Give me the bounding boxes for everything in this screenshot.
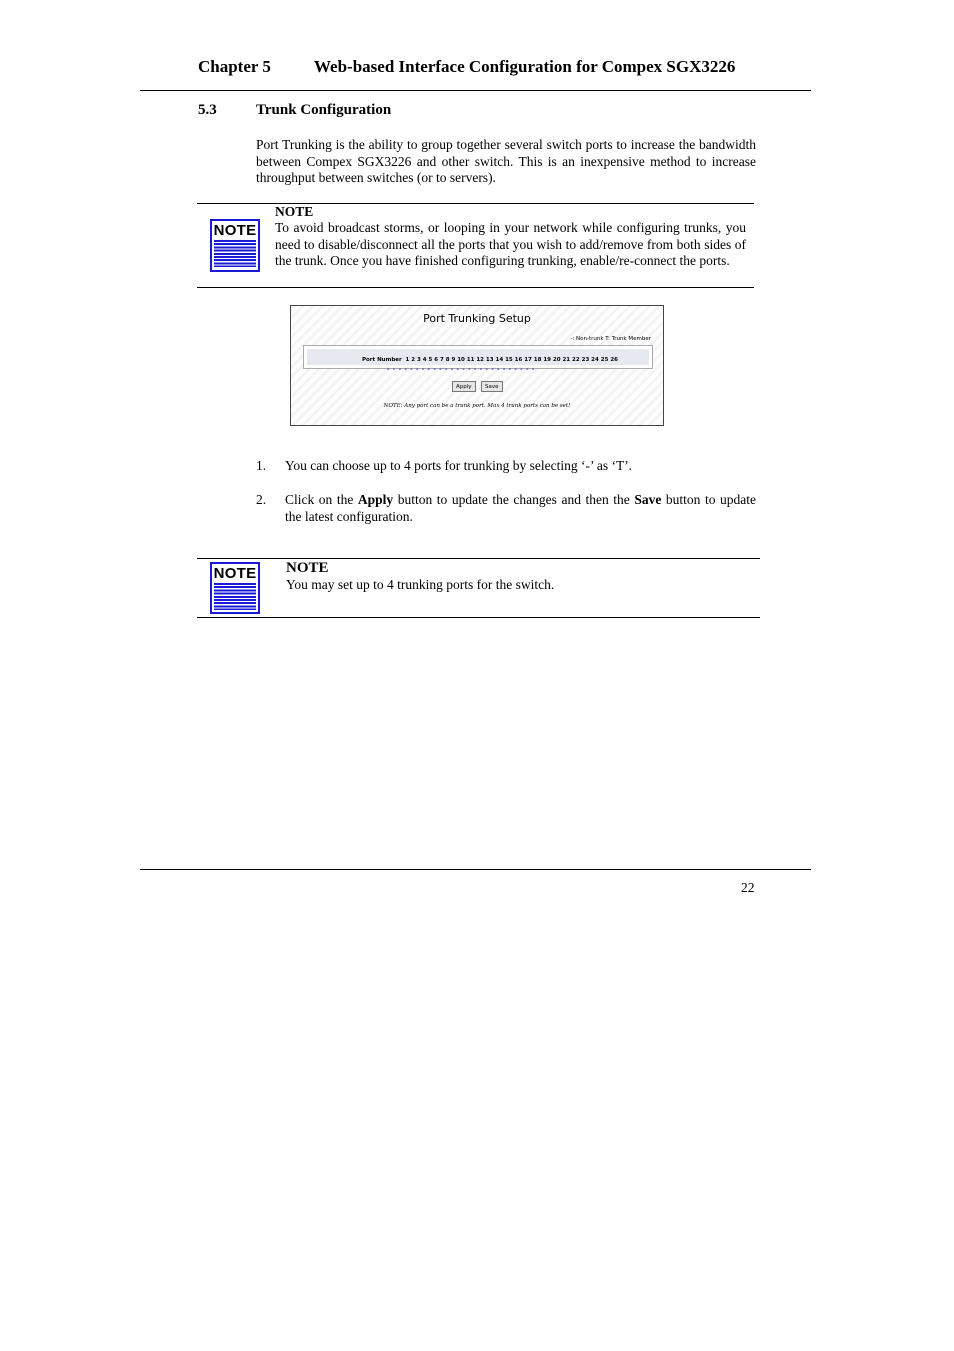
step1-text: You can choose up to 4 ports for trunking by selecting ‘-’ as ‘T’. [285, 458, 633, 473]
note-icon-label: NOTE [213, 565, 257, 582]
step2-text [285, 492, 756, 525]
port-trunking-screenshot [290, 305, 664, 426]
section-number: 5.3 [198, 102, 217, 118]
intro-paragraph: Port Trunking is the ability to group together several switch ports to increase the bandwidth between Compex SGX3226 and other switch. This is an inexpensive method to increase throughput between switches (or to servers). [256, 137, 756, 186]
apply-button[interactable]: Apply [452, 381, 476, 392]
trunk-legend: -: Non-trunk T: Trunk Member [570, 336, 651, 342]
step2-mid: button to update the changes and then the [393, 492, 635, 507]
port-number-label: Port Number [362, 357, 402, 363]
screenshot-note: NOTE: Any port can be a trunk port. Max 4 trunk ports can be set! [383, 403, 571, 409]
trunk-selectors[interactable]: -------------------------- [387, 366, 538, 373]
chapter-title: Web-based Interface Configuration for Compex SGX3226 [314, 57, 736, 76]
page-number: 22 [741, 880, 755, 895]
port-number-row [362, 357, 618, 363]
step2-number: 2. [256, 492, 267, 507]
note2-bottom-rule [197, 617, 760, 618]
step1-number: 1. [256, 458, 267, 473]
note1-bottom-rule [197, 287, 754, 288]
note-icon [210, 562, 260, 614]
save-button[interactable]: Save [481, 381, 503, 392]
step2-post: button to update the latest configuration. [285, 492, 756, 524]
section-title: Trunk Configuration [256, 102, 392, 118]
header-rule [140, 90, 811, 91]
step2-save: Save [634, 492, 662, 507]
note-icon-lines [214, 240, 256, 267]
note-icon-lines [214, 583, 256, 610]
note1-title: NOTE [275, 204, 314, 219]
step2-apply: Apply [357, 492, 394, 507]
note1-text: To avoid broadcast storms, or looping in your network while configuring trunks, you need to disable/disconnect all the ports that you wish to add/remove from both sides of the trunk. Once you have finished configuring trunking, enable/re-connect the ports. [275, 220, 746, 269]
port-panel [303, 345, 653, 373]
note2-top-rule [197, 558, 760, 559]
note2-title: NOTE [286, 560, 329, 576]
step2-pre: Click on the [285, 492, 358, 507]
footer-rule [140, 869, 811, 870]
screenshot-title: Port Trunking Setup [423, 312, 531, 325]
note-icon [210, 219, 260, 272]
chapter-label: Chapter 5 [198, 57, 271, 76]
port-panel-inner [307, 349, 649, 373]
note2-text: You may set up to 4 trunking ports for the switch. [286, 577, 555, 592]
note-icon-label: NOTE [213, 222, 257, 239]
port-number-list: 1 2 3 4 5 6 7 8 9 10 11 12 13 14 15 16 17 18 19 20 21 22 23 24 25 26 [405, 357, 618, 363]
